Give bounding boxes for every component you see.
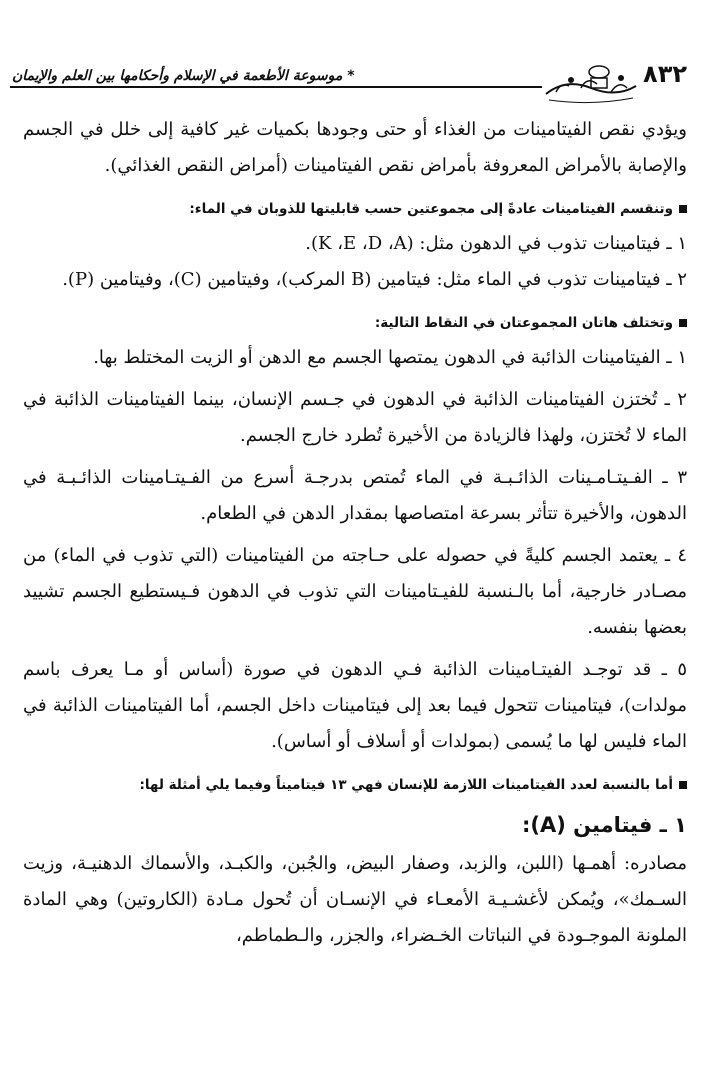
page-number: ٨٣٢: [643, 60, 687, 88]
heading-vitamin-count-text: أما بالنسبة لعدد الفيتامينات اللازمة للإنسان فهي ١٣ فيتاميناً وفيما يلي أمثلة لها:: [139, 777, 673, 793]
group-item: ٢ ـ فيتامينات تذوب في الماء مثل: فيتامين (B المركب)، وفيتامين (C)، وفيتامين (P).: [62, 269, 687, 290]
square-bullet-icon: [679, 319, 687, 327]
intro-paragraph: ويؤدي نقص الفيتامينات من الغذاء أو حتى وجودها بكميات غير كافية إلى خلل في الجسم والإصابة بالأمراض المعروفة بأمراض نقص الفيتامينات (أمراض النقص الغذائي).: [23, 119, 687, 176]
square-bullet-icon: [679, 781, 687, 789]
floral-ornament-icon: [541, 58, 641, 104]
heading-classification: [23, 194, 687, 224]
section-title-vitamin-a: ١ ـ فيتامين (A):: [521, 813, 687, 837]
sources-paragraph: مصادره: أهمـها (اللبن، والزبد، وصفار البيض، والجُبن، والكبـد، والأسماك الدهنيـة، وزيت السـمك»، ويُمكن لأغشـيـة الأمعـاء في الإنسـان أن تُحول مـادة (الكاروتين) وهي المادة الملونة الموجـودة في النباتات الخـضراء، والجزر، والـطماطم،: [23, 853, 687, 946]
heading-vitamin-count: [23, 770, 687, 800]
heading-classification-text: وتنقسم الفيتامينات عادةً إلى مجموعتين حسب قابليتها للذوبان في الماء:: [189, 201, 673, 217]
difference-point: ٥ ـ قد توجـد الفيتـامينات الذائبة فـي الدهون في صورة (أساس أو مـا يعرف باسم مولدات)، فيتامينات تتحول فيما بعد إلى فيتامينات داخل الجسم، أما الفيتامينات الذائبة في الماء فليس لها ما يُسمى (بمولدات أو أسلاف أو أساس).: [23, 659, 687, 752]
difference-point: ١ ـ الفيتامينات الذائبة في الدهون يمتصها الجسم مع الدهن أو الزيت المختلط بها.: [93, 347, 687, 368]
heading-differences: [23, 308, 687, 338]
group-item: ١ ـ فيتامينات تذوب في الدهون مثل: (K ،E ،D ،A).: [305, 233, 687, 254]
difference-point: ٢ ـ تُختزن الفيتامينات الذائبة في الدهون في جـسم الإنسان، بينما الفيتامينات الذائبة في الماء لا تُختزن، ولهذا فالزيادة من الأخيرة تُطرد خارج الجسم.: [23, 389, 687, 446]
page-header: [0, 54, 727, 106]
running-title: * موسوعة الأطعمة في الإسلام وأحكامها بين العلم والإيمان: [12, 68, 355, 84]
page-content: [23, 112, 687, 954]
heading-differences-text: وتختلف هاتان المجموعتان في النقاط التالية:: [374, 315, 673, 331]
difference-point: ٣ ـ الفـيتـامـينات الذائـبـة في الماء تُمتص بدرجـة أسرع من الفـيتـامينات الذائـبـة في الدهون، والأخيرة تتأثر بسرعة امتصاصها بمقدار الدهن في الطعام.: [23, 467, 687, 524]
header-rule: [10, 86, 542, 88]
difference-point: ٤ ـ يعتمد الجسم كليةً في حصوله على حـاجته من الفيتامينات (التي تذوب في الماء) من مصـادر خارجية، أما بالـنسبة للفيـتامينات التي تذوب في الدهون فـيستطيع الجسم تشييد بعضها بنفسه.: [23, 545, 687, 638]
square-bullet-icon: [679, 205, 687, 213]
